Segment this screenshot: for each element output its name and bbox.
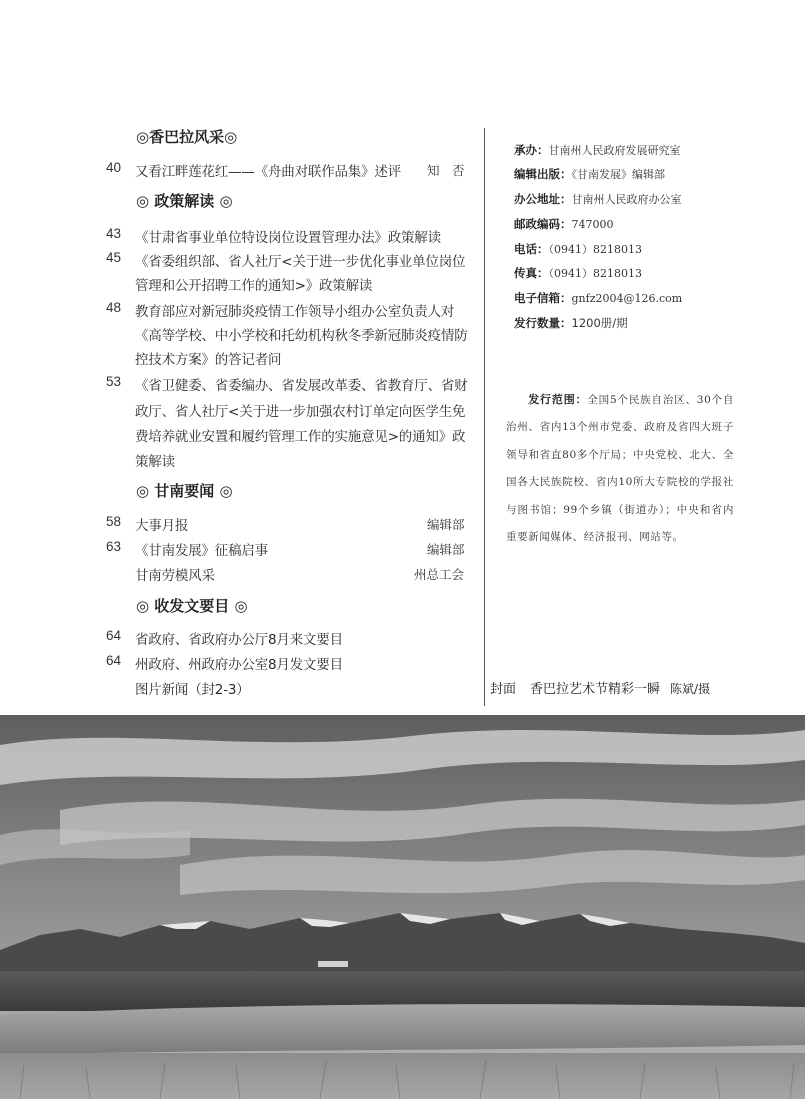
toc-entry-title[interactable]: 《甘南发展》征稿启事 — [135, 543, 268, 559]
toc-entry-title[interactable]: 图片新闻（封2-3） — [135, 682, 250, 698]
info-row-editor — [514, 166, 665, 182]
toc-page-number: 53 — [106, 374, 122, 389]
info-row-address — [514, 191, 682, 207]
foreground-grass — [0, 1053, 805, 1099]
info-label: 办公地址： — [514, 192, 572, 206]
toc-page-number: 63 — [106, 539, 122, 554]
toc-entry-author: 编辑部 — [427, 542, 465, 557]
toc-entry-title[interactable]: 州政府、州政府办公室8月发文要目 — [135, 657, 343, 673]
toc-entry-author: 州总工会 — [414, 567, 465, 582]
toc-entry-title-line[interactable]: 策解读 — [135, 454, 175, 470]
cover-title: 香巴拉艺术节精彩一瞬 — [530, 682, 661, 697]
info-value: 甘南州人民政府办公室 — [571, 193, 682, 206]
toc-page-number: 45 — [106, 250, 122, 265]
section-heading-shambhala: ◎香巴拉风采◎ — [136, 128, 238, 146]
info-label: 承办： — [514, 143, 549, 157]
toc-page-number: 64 — [106, 653, 122, 668]
section-heading-policy: ◎ 政策解读 ◎ — [136, 192, 233, 210]
toc-entry-title-line[interactable]: 《省委组织部、省人社厅<关于进一步优化事业单位岗位 — [135, 254, 466, 270]
toc-entry-title[interactable]: 甘南劳模风采 — [135, 568, 215, 584]
cover-label: 封面 — [490, 682, 517, 697]
toc-page-number: 64 — [106, 628, 122, 643]
toc-entry-title[interactable]: 又看江畔莲花红——《舟曲对联作品集》述评 — [135, 164, 401, 180]
toc-entry-title[interactable]: 大事月报 — [135, 518, 189, 534]
info-value: 1200册/期 — [571, 316, 628, 330]
toc-entry-author: 编辑部 — [427, 517, 465, 532]
toc-entry-title-line[interactable]: 《省卫健委、省委编办、省发展改革委、省教育厅、省财 — [135, 378, 468, 394]
toc-entry-author: 知 否 — [427, 163, 465, 178]
section-heading-gannan-news: ◎ 甘南要闻 ◎ — [136, 482, 233, 500]
info-row-organizer — [514, 142, 681, 158]
toc-entry-title[interactable]: 《甘肃省事业单位特设岗位设置管理办法》政策解读 — [135, 230, 441, 246]
toc-entry-title-line[interactable]: 政厅、省人社厅<关于进一步加强农村订单定向医学生免 — [135, 404, 466, 420]
info-value: 《甘南发展》编辑部 — [571, 168, 665, 181]
info-label: 传真： — [514, 266, 549, 280]
info-row-phone — [514, 241, 642, 257]
info-row-fax — [514, 265, 642, 281]
cover-credit: 陈斌/摄 — [670, 682, 711, 696]
info-label: 电话： — [514, 242, 549, 256]
toc-entry-title-line[interactable]: 《高等学校、中小学校和托幼机构秋冬季新冠肺炎疫情防 — [135, 328, 468, 344]
info-value: 747000 — [571, 218, 614, 231]
toc-page-number: 40 — [106, 160, 122, 175]
toc-page-number: 48 — [106, 300, 122, 315]
distribution-label: 发行范围： — [528, 393, 588, 406]
distribution-text: 全国5个民族自治区、30个自治州、省内13个州市党委、政府及省四大班子领导和省直80多个厅局；中央党校、北大、全国各大民族院校、省内10所大专院校的学报社与图书馆；99个乡镇（街道办）；中央和省内重要新闻媒体、经济报刊、网站等。 — [506, 394, 734, 544]
info-label: 发行数量： — [514, 316, 572, 330]
info-row-postcode — [514, 216, 614, 232]
toc-entry-title[interactable]: 省政府、省政府办公厅8月来文要目 — [135, 632, 343, 648]
toc-entry-title-line[interactable]: 管理和公开招聘工作的通知>》政策解读 — [135, 278, 373, 294]
info-label: 编辑出版： — [514, 167, 572, 181]
info-value: （0941）8218013 — [548, 267, 642, 280]
info-label: 电子信箱： — [514, 291, 572, 305]
column-divider — [484, 128, 485, 706]
landscape-photo — [0, 715, 805, 1099]
section-heading-documents: ◎ 收发文要目 ◎ — [136, 597, 248, 615]
cover-caption — [490, 678, 710, 697]
toc-entry-title-line[interactable]: 教育部应对新冠肺炎疫情工作领导小组办公室负责人对 — [135, 304, 455, 320]
info-value: 甘南州人民政府发展研究室 — [548, 144, 681, 157]
distant-building — [318, 961, 348, 967]
info-row-circulation — [514, 315, 628, 331]
info-value: （0941）8218013 — [548, 243, 642, 256]
toc-page-number: 43 — [106, 226, 122, 241]
distribution-scope — [506, 386, 734, 551]
info-label: 邮政编码： — [514, 217, 572, 231]
toc-page-number: 58 — [106, 514, 122, 529]
toc-entry-title-line[interactable]: 控技术方案》的答记者问 — [135, 352, 282, 368]
info-row-email — [514, 290, 682, 306]
toc-entry-title-line[interactable]: 费培养就业安置和履约管理工作的实施意见>的通知》政 — [135, 429, 466, 445]
info-value[interactable]: gnfz2004@126.com — [571, 292, 683, 305]
